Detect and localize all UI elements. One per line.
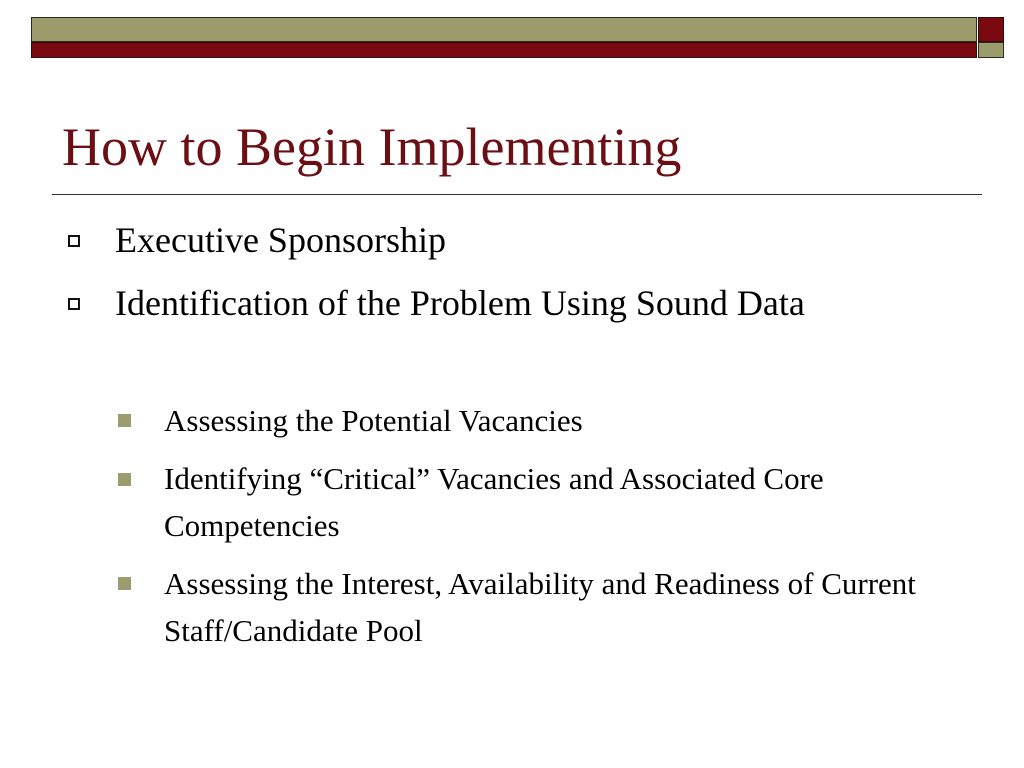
- filled-square-bullet-icon: [118, 414, 131, 427]
- filled-square-bullet-icon: [118, 577, 131, 590]
- slide-title: How to Begin Implementing: [62, 117, 682, 177]
- sub-bullet-item: Assessing the Potential Vacancies: [164, 403, 583, 438]
- sub-bullet-item: Identifying “Critical” Vacancies and Associated Core Competencies: [164, 461, 824, 543]
- hollow-square-bullet-icon: [68, 235, 80, 247]
- sub-bullet-item: Assessing the Interest, Availability and Readiness of Current Staff/Candidate Pool: [164, 566, 916, 648]
- hollow-square-bullet-icon: [68, 298, 80, 310]
- bullet-item: Identification of the Problem Using Sound Data: [115, 283, 805, 323]
- bullet-item: Executive Sponsorship: [115, 220, 446, 260]
- filled-square-bullet-icon: [118, 473, 131, 486]
